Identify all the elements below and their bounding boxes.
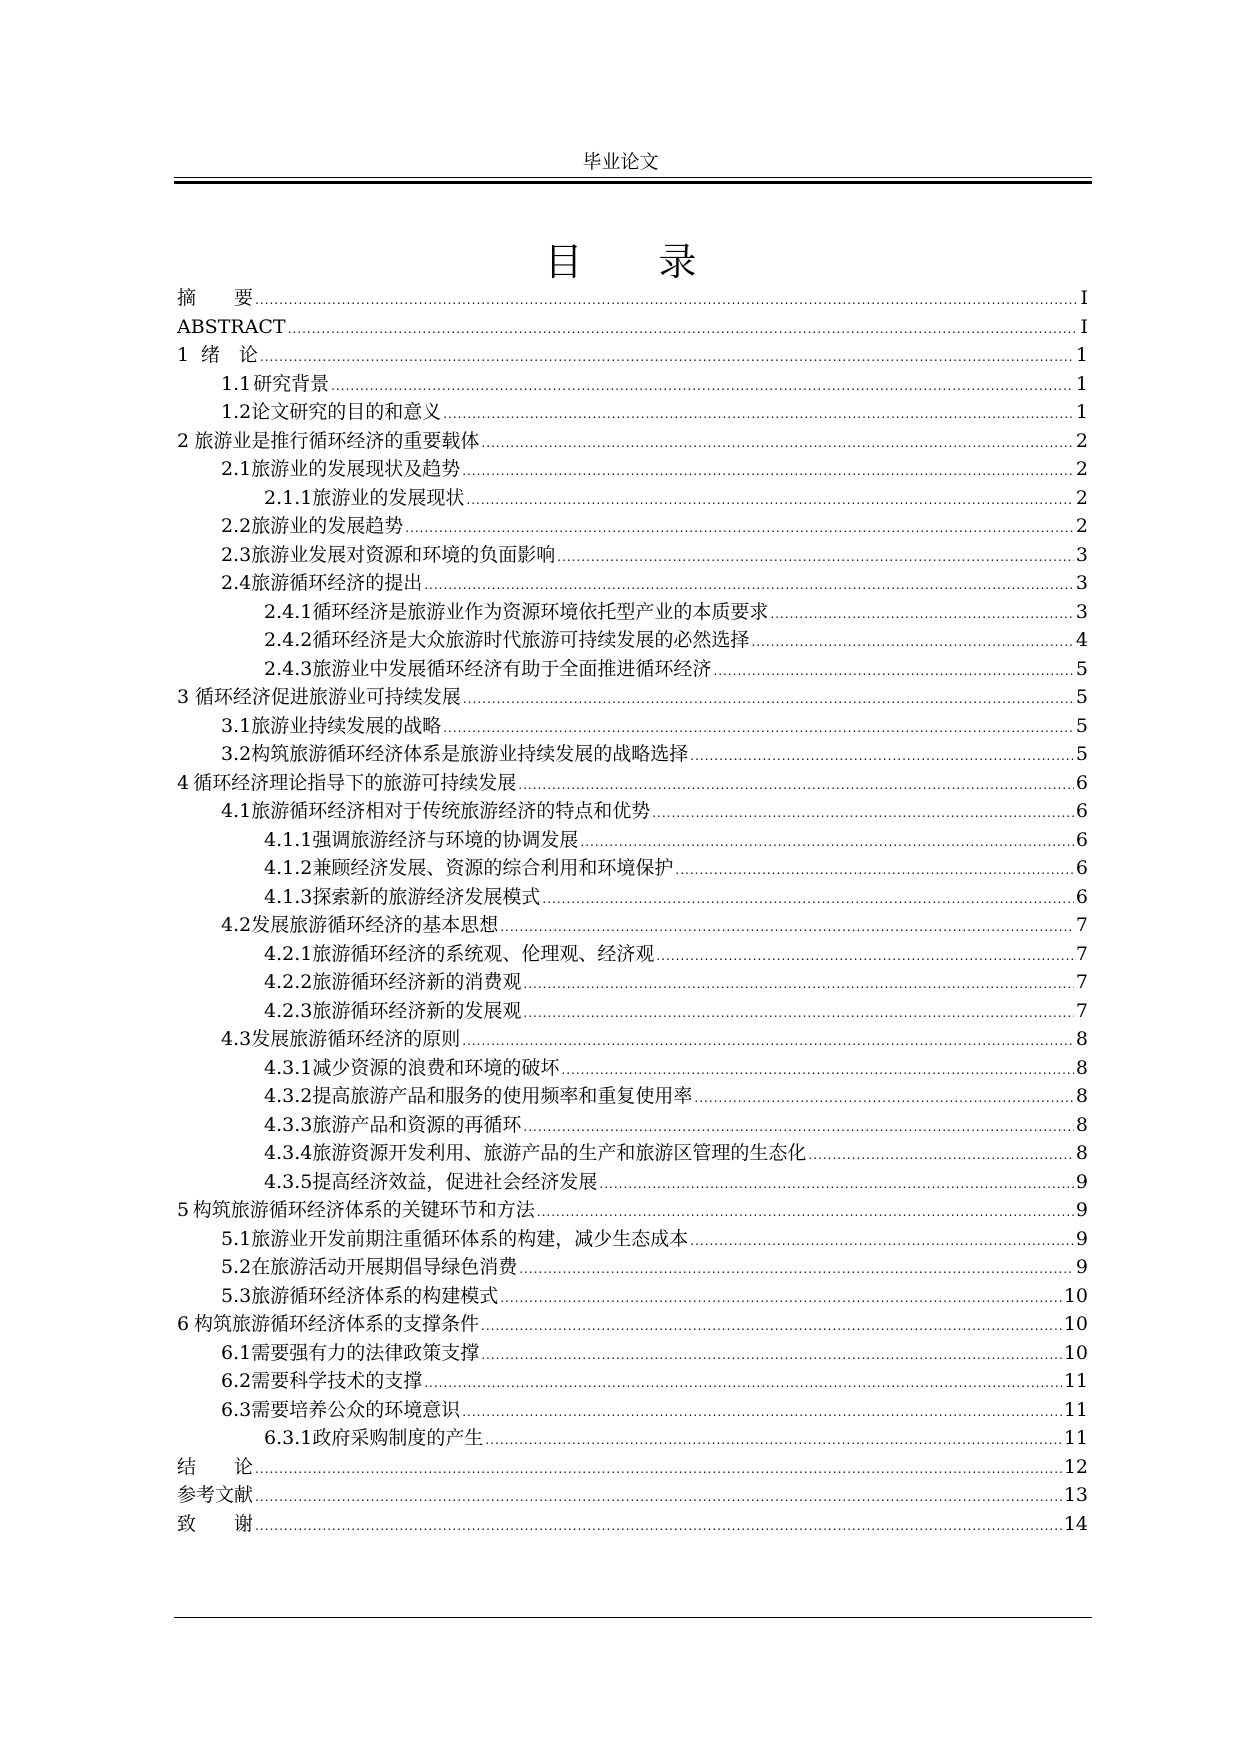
toc-entry-title: 旅游业中发展循环经济有助于全面推进循环经济: [312, 657, 712, 680]
toc-entry-page: 5: [1075, 657, 1088, 680]
toc-entry[interactable]: [177, 1510, 1088, 1539]
toc-entry-number: 4.3.5: [264, 1170, 313, 1193]
toc-dot-leader: [462, 1027, 1074, 1056]
toc-entry-page: 1: [1075, 401, 1088, 423]
toc-entry-page: 9: [1075, 1256, 1088, 1278]
toc-entry-page: 13: [1063, 1484, 1088, 1506]
toc-dot-leader: [443, 714, 1074, 743]
toc-entry[interactable]: [177, 883, 1088, 912]
toc-entry[interactable]: [177, 1168, 1088, 1197]
toc-entry-page: 3: [1075, 600, 1088, 623]
toc-entry-page: 12: [1063, 1455, 1088, 1478]
toc-entry-title: 需要培养公众的环境意识: [251, 1398, 461, 1421]
toc-entry-number: 4.2.3: [264, 999, 313, 1022]
toc-entry-page: 7: [1075, 971, 1088, 993]
toc-dot-leader: [462, 1398, 1062, 1427]
toc-entry-page: 10: [1063, 1284, 1088, 1307]
toc-entry-number: 4.1: [221, 800, 252, 822]
toc-entry-page: I: [1080, 315, 1088, 338]
toc-entry-title: 构筑旅游循环经济体系是旅游业持续发展的战略选择: [251, 743, 689, 765]
toc-entry-number: 4.3.2: [264, 1085, 313, 1107]
toc-dot-leader: [485, 1426, 1061, 1455]
toc-entry-title: 旅游循环经济新的消费观: [312, 971, 522, 993]
toc-entry-number: 3.1: [221, 714, 252, 737]
toc-entry[interactable]: [177, 1054, 1088, 1083]
toc-entry[interactable]: [177, 1424, 1088, 1453]
toc-entry-page: 5: [1075, 743, 1088, 765]
toc-dot-leader: [694, 1084, 1074, 1113]
toc-entry-number: 2.1.1: [264, 486, 313, 509]
toc-dot-leader: [751, 628, 1074, 657]
toc-entry-title: 需要科学技术的支撑: [251, 1370, 423, 1392]
toc-entry-page: 10: [1063, 1313, 1088, 1335]
toc-entry-page: 9: [1075, 1199, 1088, 1221]
toc-dot-leader: [260, 343, 1074, 372]
toc-entry[interactable]: [177, 284, 1088, 313]
toc-entry[interactable]: [177, 1082, 1088, 1111]
toc-entry-title: 绪 论: [200, 344, 258, 366]
toc-entry-page: 9: [1075, 1227, 1088, 1250]
toc-entry-number: 4.2.1: [264, 942, 313, 965]
toc-entry-number: 2.2: [221, 515, 252, 537]
footer-rule: [174, 1617, 1092, 1618]
toc-entry-title: 旅游业开发前期注重循环体系的构建，减少生态成本: [251, 1227, 689, 1250]
toc-dot-leader: [500, 913, 1074, 942]
toc-entry-title: 循环经济是大众旅游时代旅游可持续发展的必然选择: [312, 629, 750, 651]
toc-entry[interactable]: [177, 940, 1088, 969]
toc-entry-page: 6: [1075, 885, 1088, 908]
toc-entry-number: 6: [177, 1313, 190, 1335]
toc-dot-leader: [424, 1369, 1062, 1398]
toc-entry[interactable]: [177, 854, 1088, 883]
toc-entry-title: 强调旅游经济与环境的协调发展: [312, 828, 579, 851]
toc-entry-title: 旅游循环经济新的发展观: [312, 999, 522, 1022]
toc-entry-number: 1.2: [221, 401, 252, 423]
toc-entry-number: 4.3: [221, 1028, 252, 1050]
toc-entry-page: 6: [1075, 771, 1088, 794]
toc-dot-leader: [542, 885, 1074, 914]
toc-entry[interactable]: [177, 911, 1088, 940]
toc-dot-leader: [690, 1227, 1074, 1256]
toc-entry-title: 需要强有力的法律政策支撑: [251, 1341, 480, 1364]
toc-entry-page: 5: [1075, 686, 1088, 708]
toc-entry[interactable]: [177, 1396, 1088, 1425]
toc-entry-number: 4.3.3: [264, 1113, 313, 1136]
toc-entry-title: 循环经济促进旅游业可持续发展: [194, 686, 461, 708]
toc-entry-number: 4.1.3: [264, 885, 313, 908]
toc-entry-page: 5: [1075, 714, 1088, 737]
toc-entry-title: 旅游循环经济的提出: [251, 572, 423, 594]
toc-dot-leader: [690, 742, 1074, 771]
toc-entry-title: 循环经济理论指导下的旅游可持续发展: [193, 771, 517, 794]
toc-entry[interactable]: [177, 626, 1088, 655]
toc-entry-number: 6.3.1: [264, 1427, 313, 1449]
toc-entry-title: 在旅游活动开展期倡导绿色消费: [251, 1256, 518, 1278]
toc-entry-number: 3: [177, 686, 190, 708]
toc-entry-title: 结 论: [177, 1455, 254, 1478]
toc-dot-leader: [481, 1312, 1062, 1341]
toc-entry[interactable]: [177, 1225, 1088, 1254]
toc-entry[interactable]: [177, 826, 1088, 855]
toc-entry-title: 旅游循环经济的系统观、伦理观、经济观: [312, 942, 655, 965]
toc-entry[interactable]: [177, 484, 1088, 513]
toc-dot-leader: [523, 970, 1074, 999]
toc-entry[interactable]: [177, 1111, 1088, 1140]
toc-entry-page: 2: [1075, 486, 1088, 509]
toc-entry-number: 6.3: [221, 1398, 252, 1421]
toc-entry-number: 3.2: [221, 743, 252, 765]
toc-entry[interactable]: [177, 598, 1088, 627]
toc-entry[interactable]: [177, 740, 1088, 769]
toc-entry-page: 7: [1075, 999, 1088, 1022]
toc-entry-title: 旅游资源开发利用、旅游产品的生产和旅游区管理的生态化: [312, 1142, 807, 1164]
toc-entry-number: 2: [177, 429, 190, 452]
toc-entry[interactable]: [177, 1253, 1088, 1282]
toc-dot-leader: [255, 286, 1078, 315]
toc-entry-page: 8: [1075, 1113, 1088, 1136]
toc-entry-title: 旅游循环经济体系的构建模式: [251, 1284, 499, 1307]
running-header-title: 毕业论文: [582, 151, 659, 173]
toc-entry[interactable]: [177, 569, 1088, 598]
table-of-contents: [177, 284, 1088, 1538]
header-rule-thin: [174, 177, 1092, 178]
toc-entry-page: 8: [1075, 1056, 1088, 1079]
toc-dot-leader: [405, 514, 1074, 543]
toc-entry[interactable]: [177, 968, 1088, 997]
toc-entry[interactable]: [177, 1339, 1088, 1368]
toc-entry[interactable]: [177, 1310, 1088, 1339]
toc-entry[interactable]: [177, 712, 1088, 741]
header-rule-thick: [174, 181, 1092, 184]
toc-dot-leader: [770, 600, 1074, 629]
toc-dot-leader: [523, 999, 1074, 1028]
toc-dot-leader: [518, 771, 1074, 800]
toc-entry-title: 政府采购制度的产生: [312, 1427, 484, 1449]
toc-entry-number: 4.3.4: [264, 1142, 313, 1164]
toc-dot-leader: [523, 1113, 1074, 1142]
toc-entry[interactable]: [177, 427, 1088, 456]
toc-entry[interactable]: [177, 797, 1088, 826]
toc-dot-leader: [599, 1170, 1074, 1199]
toc-entry[interactable]: [177, 1282, 1088, 1311]
toc-entry[interactable]: [177, 1139, 1088, 1168]
toc-entry-page: 7: [1075, 942, 1088, 965]
toc-entry-title: 旅游业的发展现状及趋势: [251, 458, 461, 480]
toc-dot-leader: [424, 571, 1074, 600]
toc-entry[interactable]: [177, 997, 1088, 1026]
toc-entry-number: 5.3: [221, 1284, 252, 1307]
toc-entry[interactable]: [177, 655, 1088, 684]
toc-entry-title: 旅游业发展对资源和环境的负面影响: [251, 543, 556, 566]
toc-entry-page: 6: [1075, 800, 1088, 822]
toc-entry-number: 5: [177, 1199, 190, 1221]
toc-dot-leader: [675, 856, 1074, 885]
toc-entry-page: 11: [1063, 1370, 1088, 1392]
toc-entry-number: 2.4: [221, 572, 252, 594]
toc-dot-leader: [500, 1284, 1062, 1313]
toc-dot-leader: [713, 657, 1074, 686]
toc-entry-number: 1.1: [221, 372, 252, 395]
toc-dot-leader: [255, 1512, 1062, 1541]
toc-dot-leader: [255, 1483, 1062, 1512]
toc-entry-title: 参考文献: [177, 1484, 254, 1506]
toc-heading: [0, 238, 1241, 286]
toc-entry-page: 3: [1075, 543, 1088, 566]
toc-entry[interactable]: [177, 313, 1088, 342]
toc-entry[interactable]: [177, 1367, 1088, 1396]
toc-entry-title: 旅游产品和资源的再循环: [312, 1113, 522, 1136]
toc-entry-number: 4: [177, 771, 190, 794]
toc-dot-leader: [462, 457, 1074, 486]
toc-heading-first: 目: [544, 240, 583, 284]
toc-entry-page: 3: [1075, 572, 1088, 594]
toc-heading-second: 录: [658, 240, 697, 284]
toc-entry-number: 4.2.2: [264, 971, 313, 993]
toc-entry[interactable]: [177, 455, 1088, 484]
toc-dot-leader: [331, 372, 1074, 401]
toc-entry-title: 发展旅游循环经济的基本思想: [251, 914, 499, 936]
toc-dot-leader: [561, 1056, 1074, 1085]
toc-entry-number: 2.4.1: [264, 600, 313, 623]
toc-entry-title: 致 谢: [177, 1512, 254, 1535]
toc-entry[interactable]: [177, 398, 1088, 427]
toc-dot-leader: [808, 1141, 1074, 1170]
toc-entry-page: 8: [1075, 1142, 1088, 1164]
toc-dot-leader: [481, 429, 1074, 458]
toc-entry[interactable]: [177, 1453, 1088, 1482]
toc-entry-number: 2.1: [221, 458, 252, 480]
toc-entry-number: 4.1.2: [264, 857, 313, 879]
toc-dot-leader: [519, 1255, 1074, 1284]
toc-entry-page: 10: [1063, 1341, 1088, 1364]
toc-dot-leader: [466, 486, 1074, 515]
toc-entry[interactable]: [177, 1481, 1088, 1510]
toc-dot-leader: [537, 1198, 1074, 1227]
toc-entry-number: 2.4.2: [264, 629, 313, 651]
toc-entry-page: 11: [1063, 1427, 1088, 1449]
toc-entry-page: 6: [1075, 828, 1088, 851]
toc-entry[interactable]: [177, 1196, 1088, 1225]
toc-entry-page: 8: [1075, 1028, 1088, 1050]
toc-entry-number: 4.1.1: [264, 828, 313, 851]
toc-entry-title: 旅游业是推行循环经济的重要载体: [194, 429, 480, 452]
toc-entry-title: 减少资源的浪费和环境的破坏: [312, 1056, 560, 1079]
toc-entry-page: 11: [1063, 1398, 1088, 1421]
toc-entry-number: 6.2: [221, 1370, 252, 1392]
toc-dot-leader: [656, 942, 1074, 971]
toc-entry[interactable]: [177, 769, 1088, 798]
toc-dot-leader: [652, 799, 1074, 828]
toc-entry-title: 提高旅游产品和服务的使用频率和重复使用率: [312, 1085, 693, 1107]
toc-entry-title: 发展旅游循环经济的原则: [251, 1028, 461, 1050]
toc-entry-page: 8: [1075, 1085, 1088, 1107]
toc-entry-title: 探索新的旅游经济发展模式: [312, 885, 541, 908]
toc-entry-page: 1: [1075, 372, 1088, 395]
toc-entry[interactable]: [177, 512, 1088, 541]
toc-entry-page: I: [1080, 287, 1088, 309]
toc-entry-number: 6.1: [221, 1341, 252, 1364]
toc-entry-number: 1: [177, 344, 190, 366]
toc-entry-title: 旅游业的发展现状: [312, 486, 465, 509]
toc-entry-page: 14: [1063, 1512, 1088, 1535]
toc-entry-page: 2: [1075, 429, 1088, 452]
toc-entry-title: 构筑旅游循环经济体系的关键环节和方法: [192, 1199, 535, 1221]
toc-entry[interactable]: [177, 1025, 1088, 1054]
toc-entry-title: 循环经济是旅游业作为资源环境依托型产业的本质要求: [312, 600, 769, 623]
toc-entry-title: 旅游循环经济相对于传统旅游经济的特点和优势: [251, 800, 651, 822]
toc-entry-page: 6: [1075, 857, 1088, 879]
toc-entry-page: 2: [1075, 515, 1088, 537]
toc-entry-number: 5.2: [221, 1256, 252, 1278]
toc-entry-title: 构筑旅游循环经济体系的支撑条件: [194, 1313, 480, 1335]
toc-entry-title: 研究背景: [253, 372, 330, 395]
toc-entry[interactable]: [177, 683, 1088, 712]
toc-entry-page: 2: [1075, 458, 1088, 480]
toc-entry-page: 4: [1075, 629, 1088, 651]
toc-entry-page: 7: [1075, 914, 1088, 936]
toc-entry-title: 提高经济效益，促进社会经济发展: [312, 1170, 598, 1193]
toc-entry[interactable]: [177, 341, 1088, 370]
toc-entry[interactable]: [177, 541, 1088, 570]
toc-entry-title: 摘 要: [177, 287, 254, 309]
toc-entry-number: 4.3.1: [264, 1056, 313, 1079]
toc-entry-title: 旅游业的发展趋势: [251, 515, 404, 537]
toc-entry-title: 旅游业持续发展的战略: [251, 714, 442, 737]
toc-entry-number: 4.2: [221, 914, 252, 936]
toc-dot-leader: [481, 1341, 1062, 1370]
toc-entry-title: 兼顾经济发展、资源的综合利用和环境保护: [312, 857, 674, 879]
toc-entry-page: 9: [1075, 1170, 1088, 1193]
toc-entry-title: 论文研究的目的和意义: [251, 401, 442, 423]
toc-dot-leader: [463, 685, 1074, 714]
toc-entry-title: ABSTRACT: [177, 315, 286, 338]
toc-dot-leader: [557, 543, 1074, 572]
toc-dot-leader: [255, 1455, 1062, 1484]
toc-entry[interactable]: [177, 370, 1088, 399]
toc-dot-leader: [443, 400, 1074, 429]
toc-entry-number: 2.3: [221, 543, 252, 566]
toc-entry-page: 1: [1075, 344, 1088, 366]
toc-entry-number: 2.4.3: [264, 657, 313, 680]
toc-dot-leader: [288, 315, 1079, 344]
toc-entry-number: 5.1: [221, 1227, 252, 1250]
toc-dot-leader: [580, 828, 1074, 857]
